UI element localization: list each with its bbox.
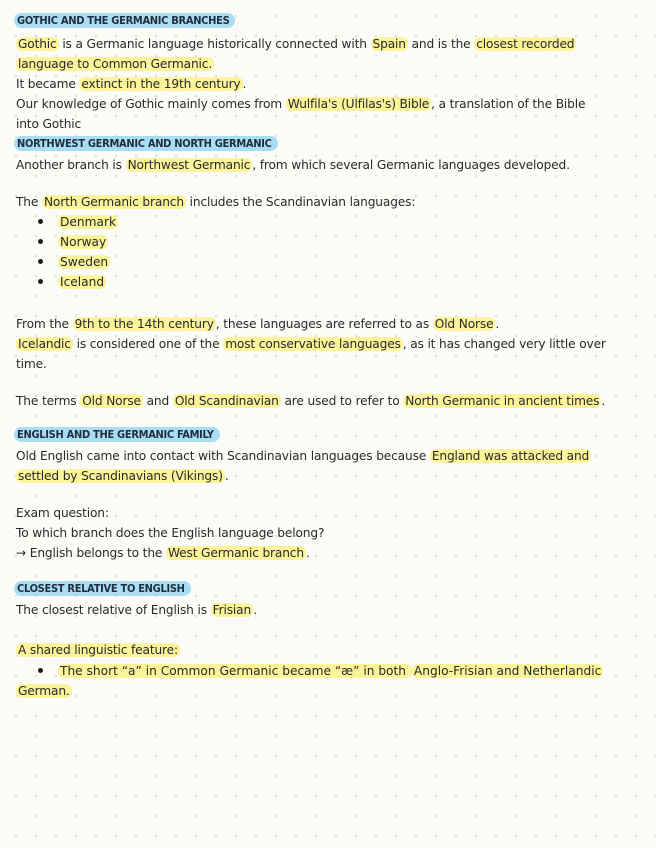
highlight: Old Norse bbox=[434, 317, 494, 331]
text-line bbox=[16, 682, 72, 700]
text: and is the bbox=[407, 37, 475, 51]
text-line bbox=[16, 467, 229, 485]
text-line bbox=[16, 355, 47, 373]
heading-northwest: NORTHWEST GERMANIC AND NORTH GERMANIC bbox=[14, 136, 278, 151]
highlight: Gothic bbox=[18, 37, 57, 51]
text: From the bbox=[16, 317, 73, 331]
text: The closest relative of English is bbox=[16, 603, 211, 617]
text-line bbox=[16, 115, 81, 133]
highlight: England was attacked and bbox=[431, 449, 590, 463]
text-line bbox=[16, 641, 180, 659]
text: , from which several Germanic languages developed. bbox=[252, 158, 570, 172]
text: and bbox=[142, 394, 173, 408]
text: includes the Scandinavian languages: bbox=[185, 195, 416, 209]
list-item bbox=[58, 213, 118, 231]
bullet-dot bbox=[38, 219, 43, 224]
highlight: The short “a” in Common Germanic became “æ” in both bbox=[60, 664, 410, 678]
text: Old English came into contact with Scandinavian languages because bbox=[16, 449, 430, 463]
highlight: Iceland bbox=[60, 275, 105, 289]
highlight: Old Scandinavian bbox=[174, 394, 279, 408]
text: . bbox=[495, 317, 500, 331]
text-line bbox=[16, 55, 214, 73]
highlight: Spain bbox=[372, 37, 406, 51]
highlight: closest recorded bbox=[476, 37, 575, 51]
text: Another branch is bbox=[16, 158, 126, 172]
list-item bbox=[58, 233, 108, 251]
text-line bbox=[16, 35, 576, 53]
text: is considered one of the bbox=[72, 337, 224, 351]
text: , a translation of the Bible bbox=[431, 97, 586, 111]
text-line bbox=[16, 75, 246, 93]
list-item bbox=[58, 662, 603, 680]
text-line bbox=[16, 601, 257, 619]
highlight: Old Norse bbox=[82, 394, 141, 408]
text-line bbox=[16, 315, 499, 333]
text: Our knowledge of Gothic mainly comes from bbox=[16, 97, 286, 111]
highlight: North Germanic branch bbox=[43, 195, 184, 209]
heading-gothic: GOTHIC AND THE GERMANIC BRANCHES bbox=[14, 13, 235, 28]
list-item bbox=[58, 273, 106, 291]
text: , these languages are referred to as bbox=[215, 317, 433, 331]
text: The bbox=[16, 195, 42, 209]
text: . bbox=[242, 77, 247, 91]
highlight: settled by Scandinavians (Vikings) bbox=[18, 469, 223, 483]
text-line bbox=[16, 193, 415, 211]
text: are used to refer to bbox=[280, 394, 404, 408]
highlight: A shared linguistic feature: bbox=[18, 643, 178, 657]
highlight: Northwest Germanic bbox=[127, 158, 251, 172]
text-line bbox=[16, 156, 570, 174]
highlight: extinct in the 19th century bbox=[81, 77, 241, 91]
highlight: most conservative languages bbox=[225, 337, 401, 351]
highlight: Wulfila's (Ulfilas's) Bible bbox=[287, 97, 430, 111]
bullet-dot bbox=[38, 259, 43, 264]
highlight: Frisian bbox=[212, 603, 252, 617]
heading-closest: CLOSEST RELATIVE TO ENGLISH bbox=[14, 581, 191, 596]
text: . bbox=[224, 469, 229, 483]
text-line bbox=[16, 524, 324, 542]
text: → English belongs to the bbox=[16, 546, 166, 560]
highlight: Norway bbox=[60, 235, 107, 249]
highlight: West Germanic branch bbox=[167, 546, 304, 560]
bullet-dot bbox=[38, 239, 43, 244]
text-line bbox=[16, 544, 310, 562]
text: . bbox=[305, 546, 310, 560]
highlight: Anglo-Frisian and Netherlandic bbox=[413, 664, 602, 678]
highlight: German. bbox=[18, 684, 70, 698]
bullet-dot bbox=[38, 279, 43, 284]
text-line bbox=[16, 447, 591, 465]
text: is a Germanic language historically connected with bbox=[58, 37, 371, 51]
text: To which branch does the English language belong? bbox=[16, 526, 325, 540]
text-line bbox=[16, 392, 605, 410]
text: The terms bbox=[16, 394, 81, 408]
highlight: 9th to the 14th century bbox=[74, 317, 214, 331]
highlight: Icelandic bbox=[18, 337, 71, 351]
text: . bbox=[253, 603, 257, 617]
text-line bbox=[16, 95, 585, 113]
text: Exam question: bbox=[16, 506, 109, 520]
text: into Gothic bbox=[16, 117, 82, 131]
highlight: North Germanic in ancient times bbox=[405, 394, 600, 408]
highlight: Sweden bbox=[60, 255, 109, 269]
text: time. bbox=[16, 357, 47, 371]
list-item bbox=[58, 253, 110, 271]
text: . bbox=[601, 394, 606, 408]
highlight: Denmark bbox=[60, 215, 117, 229]
heading-english: ENGLISH AND THE GERMANIC FAMILY bbox=[14, 427, 220, 442]
text-line bbox=[16, 504, 109, 522]
highlight: language to Common Germanic. bbox=[18, 57, 213, 71]
text: , as it has changed very little over bbox=[402, 337, 606, 351]
bullet-dot bbox=[38, 668, 43, 673]
text: It became bbox=[16, 77, 80, 91]
text-line bbox=[16, 335, 606, 353]
